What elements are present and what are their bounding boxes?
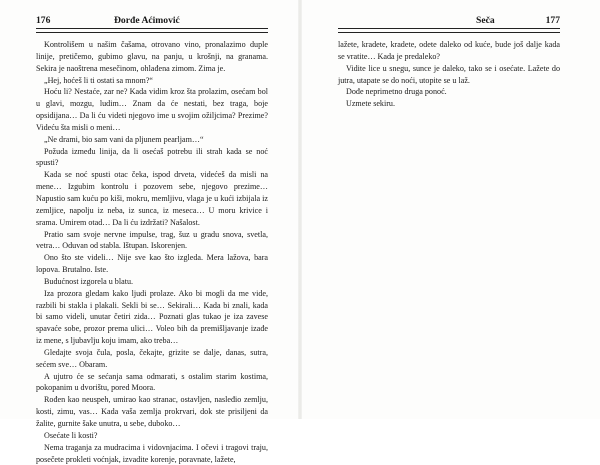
left-running-head: Đorđe Aćimović <box>114 15 180 26</box>
paragraph: Budućnost izgorela u blatu. <box>44 276 134 286</box>
right-page-header <box>338 14 560 28</box>
paragraph: Iza prozora gledam kako ljudi prolaze. Ako bi mogli da me vide, razbili bi stakla i plakali. Sekli bi se… Sekirali… Kada bi znali, kada bi samo videli, unutar četiri zida… Poznati glas tukao je iza zavese spavaće sobe, prozor prema ulici… Voleo bih da premišljavanje izađe iz mene, s ljubavlju koju imam, ako treba… <box>36 288 268 346</box>
paragraph: Hoću li? Nestaće, zar ne? Kada vidim kroz šta prolazim, osećam bol u glavi, mozgu, ludim… Znam da će nestati, bez traga, boje opsidijana… Da li ću videti njegovo ime u svojim ožiljcima? Prezime? Videću šta misli o meni… <box>36 87 268 132</box>
paragraph: Uzmete sekiru. <box>346 99 395 109</box>
paragraph: Pratio sam svoje nervne impulse, trag, šuz u gradu snova, svetla, vetra… Oduvan od stabla. Ištupan. Iskorenjen. <box>36 229 268 251</box>
paragraph: Osećate li kosti? <box>44 430 98 440</box>
left-page <box>0 0 300 464</box>
paragraph: „Ne drami, bio sam vani da pljunem pearljam…“ <box>44 134 204 144</box>
right-running-head: Seča <box>476 15 495 26</box>
left-header-rule <box>36 28 268 33</box>
right-page <box>300 0 600 419</box>
paragraph: Ono što ste videli… Nije sve kao što izgleda. Mera lažova, bara lopova. Brutalno. Iste. <box>36 253 268 275</box>
left-page-text <box>36 39 268 465</box>
left-page-number: 176 <box>36 15 51 26</box>
paragraph: Vidite lice u snegu, sunce je daleko, tako se i osećate. Lažete do jutra, utapate se do noći, utopite se u laž. <box>338 63 560 85</box>
paragraph: „Hej, hoćeš li ti ostati sa mnom?“ <box>44 75 154 85</box>
paragraph: Gledajte svoja čula, posla, čekajte, grizite se dalje, danas, sutra, sećem sve… Obaram. <box>36 347 268 369</box>
paragraph: lažete, kradete, kradete, odete daleko od kuće, bude još dalje kada se vratite… Kada je predaleko? <box>338 40 560 61</box>
right-page-text <box>338 39 560 110</box>
paragraph: Kada se noć spusti otac čeka, ispod drveta, videćeš da misli na mene… Izgubim kontrolu i pozovem sebe, njegovo prezime… Napustio sam kuću po kiši, mokru, memljivu, vlaga je u kući izbijala iz zemljice, napolju iz neba, iz sunca, iz meseca… U moru krivice i srama. Umirem otad… Da li ću izdržati? Našalost. <box>36 170 268 227</box>
paragraph: Rođen kao neuspeh, umirao kao stranac, ostavljen, nasleđio zemlju, kosti, zimu, vas… Kada vaša zemlja prokrvari, dok ste prisiljeni da žalite, gurnite šake unutra, u sebe, duboko… <box>36 395 268 428</box>
paragraph: Požuda između linija, da li osećaš potrebu ili strah kada se noć spusti? <box>36 146 268 168</box>
paragraph: Nema traganja za mudracima i vidovnjacima. I očevi i tragovi traju, posečete prokleti voćnjak, izvadite korenje, poravnate, lažete, <box>36 442 268 464</box>
paragraph: A ujutro će se sećanja sama odmarati, s ostalim starim kostima, pokopanim u dvorištu, pored Moora. <box>36 371 268 393</box>
right-header-rule <box>338 28 560 33</box>
left-page-header <box>36 14 268 28</box>
paragraph: Dođe neprimetno druga ponoć. <box>346 87 447 97</box>
right-page-number: 177 <box>545 15 560 26</box>
paragraph: Kontrolišem u našim čašama, otrovano vino, pronalazimo duple linije, pretičemo, gubimo glavu, na panju, u krošnji, na granama. Sekira je naoštrena mesečinom, ohlađena zimom. Zima je. <box>36 40 268 73</box>
